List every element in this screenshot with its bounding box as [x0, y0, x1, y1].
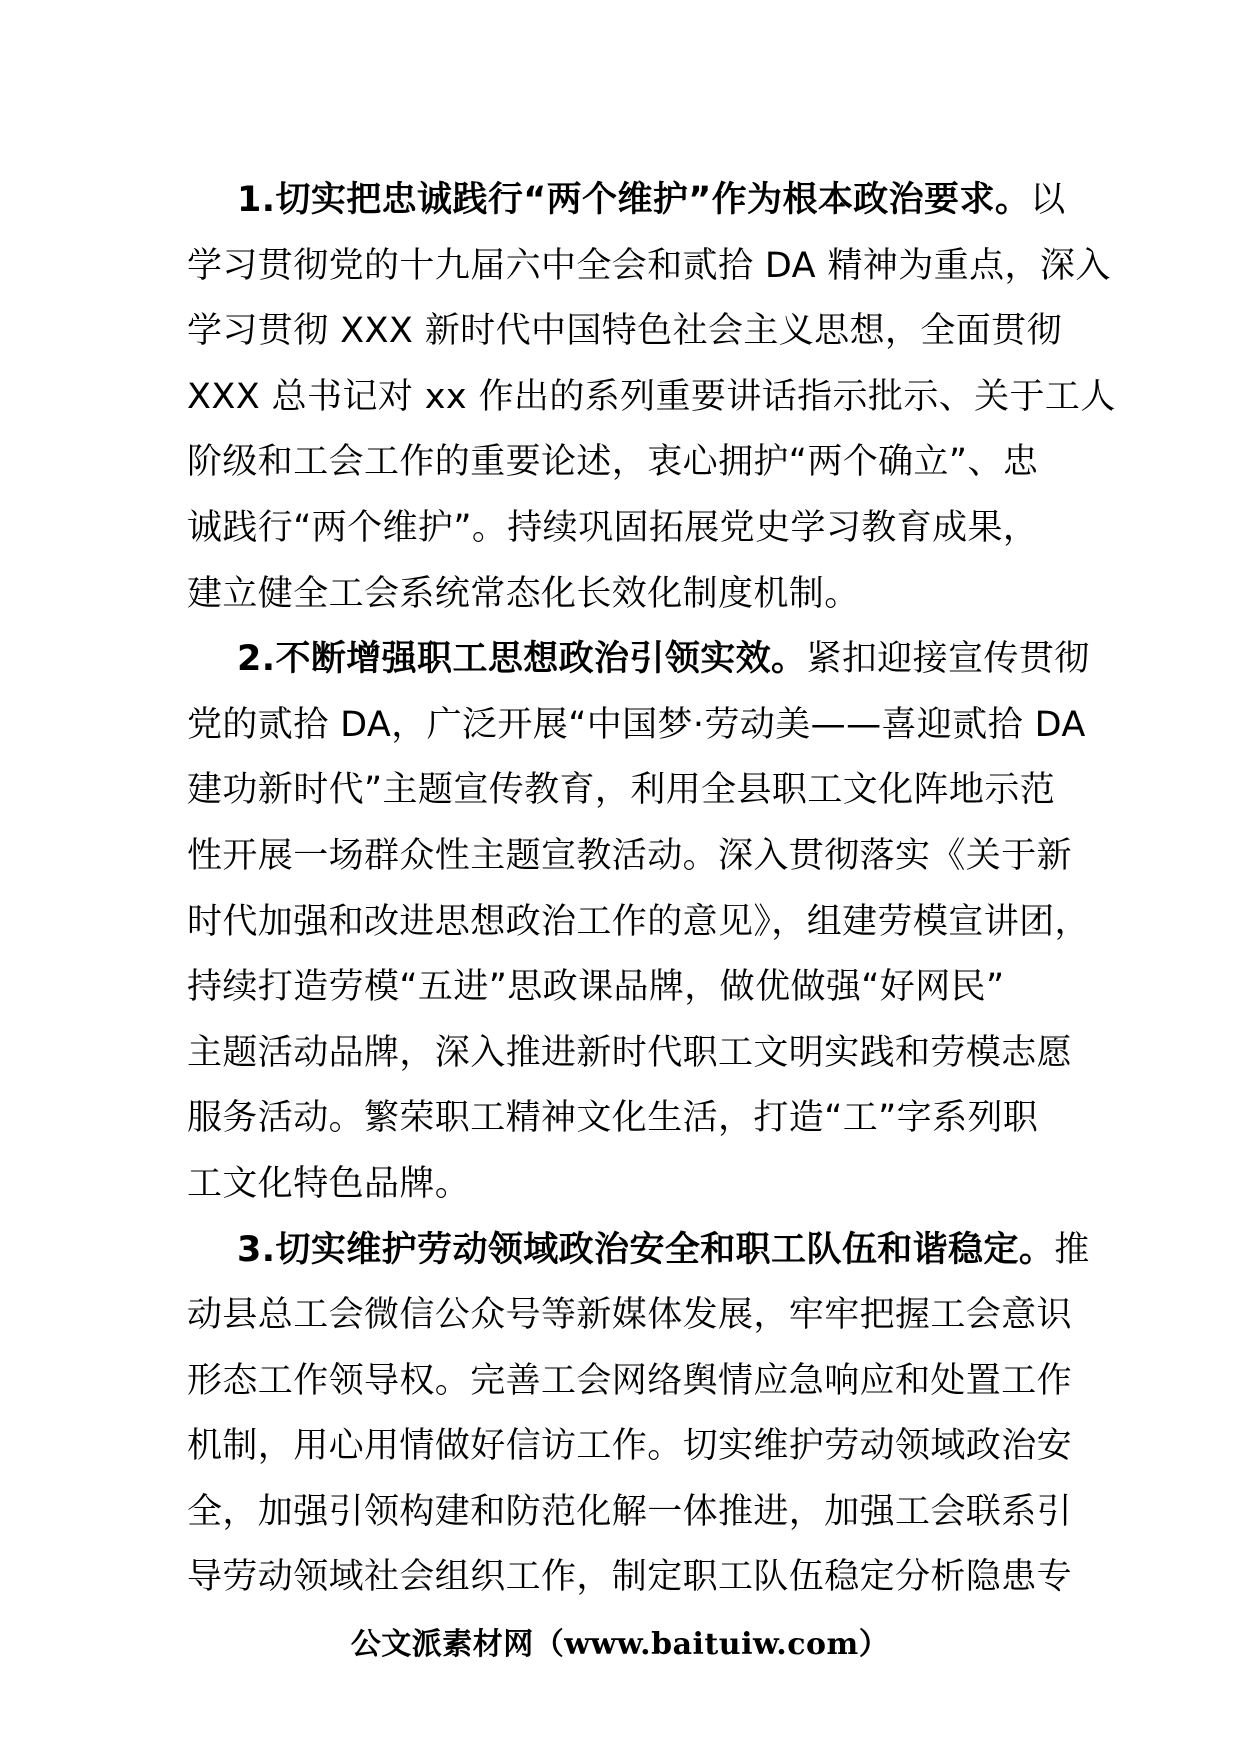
paragraph-line: 持续打造劳模“五进”思政课品牌，做优做强“好网民” — [187, 967, 1005, 1008]
paragraph-heading: 1.切实把忠诚践行“两个维护”作为根本政治要求。 — [237, 180, 1031, 220]
paragraph-line: 形态工作领导权。完善工会网络舆情应急响应和处置工作 — [187, 1360, 1073, 1401]
paragraph-line: 学习贯彻 XXX 新时代中国特色社会主义思想，全面贯彻 — [187, 311, 1062, 352]
paragraph-3 — [187, 1218, 1090, 1612]
paragraph-text: 推 — [1054, 1229, 1090, 1270]
paragraph-text: 以 — [1030, 180, 1066, 220]
paragraph-line: 工文化特色品牌。 — [187, 1163, 471, 1204]
page-footer-watermark: 公文派素材网（www.baituiw.com） — [350, 1627, 890, 1662]
paragraph-line: 导劳动领域社会组织工作，制定职工队伍稳定分析隐患专 — [187, 1557, 1073, 1598]
paragraph-1 — [187, 168, 1116, 627]
paragraph-line: 主题活动品牌，深入推进新时代职工文明实践和劳模志愿 — [187, 1032, 1073, 1073]
paragraph-heading: 3.切实维护劳动领域政治安全和职工队伍和谐稳定。 — [237, 1229, 1055, 1270]
paragraph-line: 党的贰拾 DA，广泛开展“中国梦·劳动美——喜迎贰拾 DA — [187, 704, 1086, 745]
paragraph-line: 建功新时代”主题宣传教育，利用全县职工文化阵地示范 — [187, 770, 1056, 811]
paragraph-line: 性开展一场群众性主题宣教活动。深入贯彻落实《关于新 — [187, 835, 1073, 876]
paragraph-line: 学习贯彻党的十九届六中全会和贰拾 DA 精神为重点，深入 — [187, 245, 1111, 286]
paragraph-first-line — [187, 1218, 1090, 1284]
paragraph-line: 阶级和工会工作的重要论述，衷心拥护“两个确立”、忠 — [187, 442, 1039, 483]
paragraph-text: 紧扣迎接宣传贯彻 — [806, 639, 1090, 680]
paragraph-2 — [187, 627, 1090, 1217]
paragraph-first-line — [187, 168, 1067, 234]
paragraph-line: 服务活动。繁荣职工精神文化生活，打造“工”字系列职 — [187, 1098, 1039, 1139]
paragraph-line: 动县总工会微信公众号等新媒体发展，牢牢把握工会意识 — [187, 1295, 1073, 1336]
paragraph-first-line — [187, 627, 1090, 693]
paragraph-line: 建立健全工会系统常态化长效化制度机制。 — [187, 573, 860, 614]
document-body — [187, 168, 1116, 1611]
paragraph-line: 全，加强引领构建和防范化解一体推进，加强工会联系引 — [187, 1491, 1073, 1532]
paragraph-line: 诚践行“两个维护”。持续巩固拓展党史学习教育成果， — [187, 507, 1039, 548]
paragraph-line: 机制，用心用情做好信访工作。切实维护劳动领域政治安 — [187, 1426, 1073, 1467]
paragraph-line: 时代加强和改进思想政治工作的意见》，组建劳模宣讲团， — [187, 901, 1090, 942]
paragraph-heading: 2.不断增强职工思想政治引领实效。 — [237, 639, 807, 680]
paragraph-line: XXX 总书记对 xx 作出的系列重要讲话指示批示、关于工人 — [187, 376, 1116, 417]
